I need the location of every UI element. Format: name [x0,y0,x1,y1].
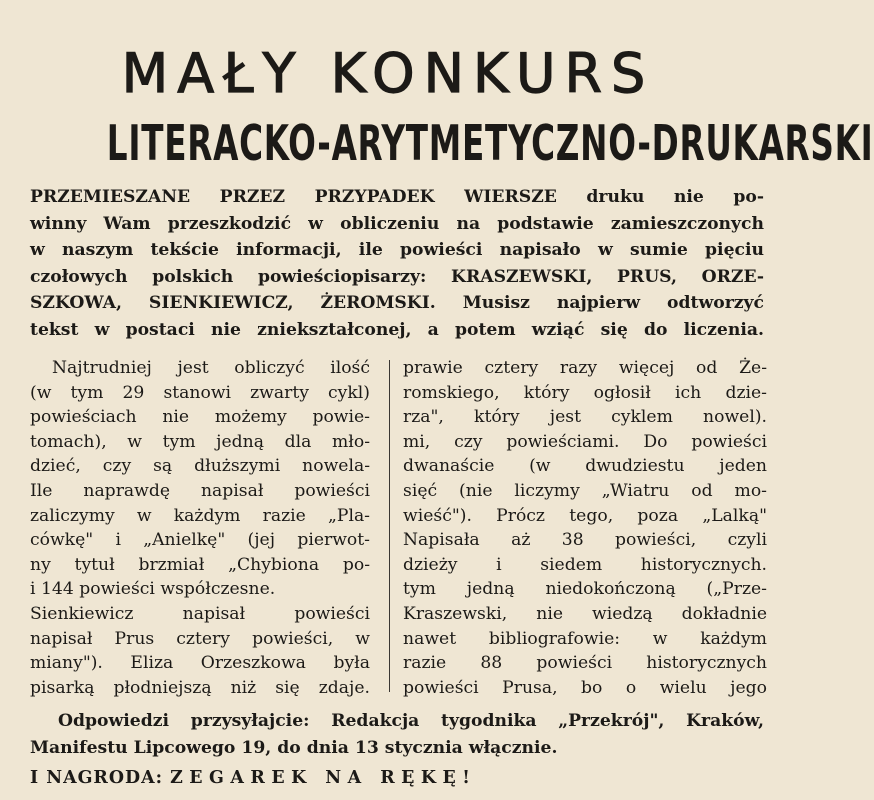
column-line: sięć (nie liczymy „Wiatru od mo- [403,480,767,501]
prize-line [30,768,476,788]
intro-line: SZKOWA, SIENKIEWICZ, ŻEROMSKI. Musisz najpierw odtworzyć [30,293,764,313]
prize-value: ZEGAREK NA RĘKĘ! [170,768,477,788]
intro-line: winny Wam przeszkodzić w obliczeniu na podstawie zamieszczonych [30,213,764,234]
submission-info [30,708,764,762]
footer-line: Manifestu Lipcowego 19, do dnia 13 stycznia włącznie. [30,738,558,758]
column-line: prawie cztery razy więcej od Że- [403,358,767,378]
column-line: romskiego, który ogłosił ich dzie- [403,382,767,403]
column-line: cówkę" i „Anielkę" (jej pierwot- [30,530,370,551]
intro-line: czołowych polskich powieściopisarzy: KRASZEWSKI, PRUS, ORZE- [30,266,764,287]
right-column [403,356,767,700]
column-line: Najtrudniej jest obliczyć ilość [52,358,370,378]
intro-line: tekst w postaci nie zniekształconej, a potem wziąć się do liczenia. [30,319,764,340]
column-line: rza", który jest cyklem nowel). [403,407,767,428]
column-line: nawet bibliografowie: w każdym [403,628,767,649]
footer-line: Odpowiedzi przysyłajcie: Redakcja tygodnika „Przekrój", Kraków, [58,711,764,731]
column-line: ny tytuł brzmiał „Chybiona po- [30,554,370,575]
column-line: wieść"). Prócz tego, poza „Lalką" [403,505,767,526]
column-line: Sienkiewicz napisał powieści [30,603,370,624]
column-divider [389,360,390,692]
column-line: tomach), w tym jedną dla mło- [30,431,370,452]
column-line: (w tym 29 stanowi zwarty cykl) [30,382,370,403]
column-line: Ile naprawdę napisał powieści [30,480,370,501]
column-line: zaliczymy w każdym razie „Pla- [30,505,370,526]
left-column [30,356,370,700]
column-line: powieściach nie możemy powie- [30,407,370,428]
column-line: i 144 powieści współczesne. [30,579,276,600]
column-line: Kraszewski, nie wiedzą dokładnie [403,603,767,624]
column-line: napisał Prus cztery powieści, w [30,628,370,649]
column-line: powieści Prusa, bo o wielu jego [403,677,767,698]
prize-label: I NAGRODA: [30,768,164,788]
column-line: tym jedną niedokończoną („Prze- [403,579,767,600]
column-line: dzieć, czy są dłuższymi nowela- [30,456,370,477]
column-line: dwanaście (w dwudziestu jeden [403,456,767,477]
column-line: mi, czy powieściami. Do powieści [403,431,767,452]
column-line: miany"). Eliza Orzeszkowa była [30,653,370,674]
intro-paragraph [30,184,764,343]
headline-sub: LITERACKO-ARYTMETYCZNO-DRUKARSKI [106,115,874,172]
column-line: Napisała aż 38 powieści, czyli [403,530,767,551]
column-line: dzieży i siedem historycznych. [403,554,767,575]
intro-line: PRZEMIESZANE PRZEZ PRZYPADEK WIERSZE druku nie po- [30,187,764,207]
column-line: razie 88 powieści historycznych [403,653,767,674]
column-line: pisarką płodniejszą niż się zdaje. [30,677,370,698]
intro-line: w naszym tekście informacji, ile powieści napisało w sumie pięciu [30,240,764,260]
headline-main: MAŁY KONKURS [121,42,655,105]
